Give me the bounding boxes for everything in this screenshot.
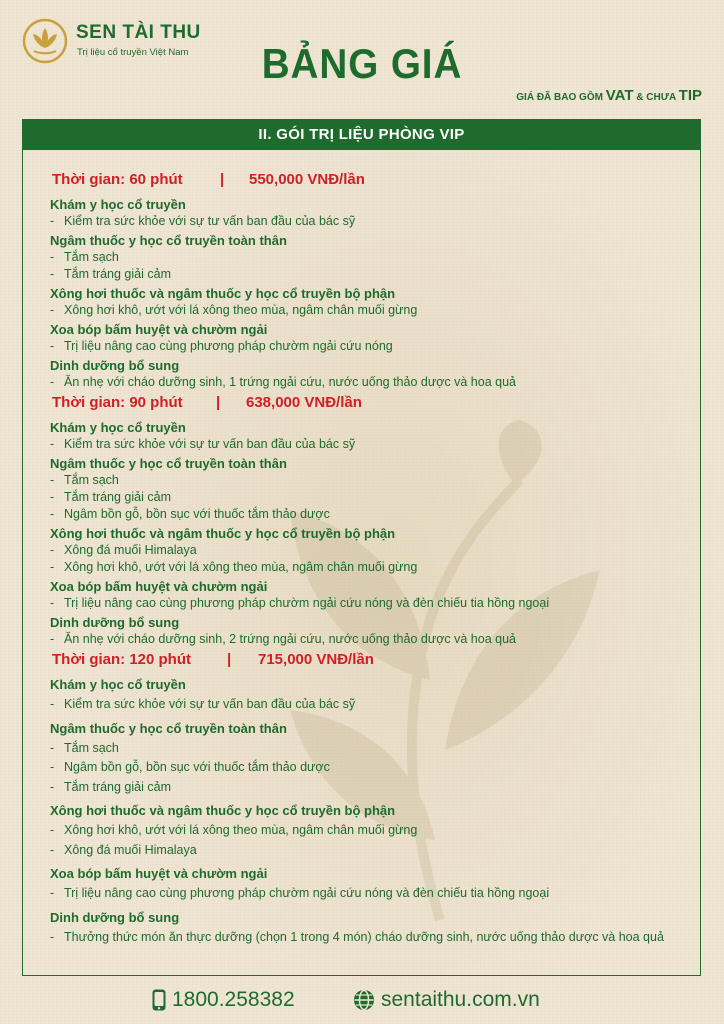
service-item: - Tắm sạch	[50, 739, 690, 759]
package-time: Thời gian: 90 phút	[52, 394, 183, 411]
package-price-line	[50, 394, 690, 414]
service-section	[50, 719, 690, 798]
section-header: II. GÓI TRỊ LIỆU PHÒNG VIP	[22, 119, 701, 150]
service-title: Xông hơi thuốc và ngâm thuốc y học cổ truyền bộ phận	[50, 286, 396, 301]
service-item: - Ngâm bồn gỗ, bồn sục với thuốc tắm thảo dược	[50, 758, 690, 778]
service-title: Dinh dưỡng bổ sung	[50, 358, 180, 373]
service-title: Ngâm thuốc y học cổ truyền toàn thân	[50, 720, 287, 736]
website-link[interactable]	[353, 988, 540, 1012]
phone-icon	[152, 989, 166, 1011]
service-section	[50, 455, 690, 523]
service-section	[50, 525, 690, 576]
service-section	[50, 196, 690, 230]
package-price: 715,000 VNĐ/lần	[258, 651, 374, 668]
service-title: Khám y học cổ truyền	[50, 197, 186, 212]
package-price: 638,000 VNĐ/lần	[246, 394, 362, 411]
service-title: Ngâm thuốc y học cổ truyền toàn thân	[50, 456, 287, 471]
price-separator: |	[220, 171, 225, 188]
service-item: - Xông hơi khô, ướt với lá xông theo mùa, ngâm chân muối gừng	[50, 302, 690, 319]
package-price-line	[50, 651, 690, 671]
service-item: - Kiểm tra sức khỏe với sự tư vấn ban đầu của bác sỹ	[50, 695, 690, 715]
service-section	[50, 285, 690, 319]
globe-icon	[353, 989, 375, 1011]
package-price: 550,000 VNĐ/lần	[249, 171, 365, 188]
service-item: - Ăn nhẹ với cháo dưỡng sinh, 2 trứng ngải cứu, nước uống thảo dược và hoa quả	[50, 631, 690, 648]
page-title: BẢNG GIÁ	[261, 40, 463, 87]
service-item: - Trị liệu nâng cao cùng phương pháp chườm ngải cứu nóng và đèn chiếu tia hồng ngoại	[50, 884, 690, 904]
package-120	[50, 651, 690, 947]
price-separator: |	[227, 651, 232, 668]
website-url: sentaithu.com.vn	[381, 988, 540, 1011]
service-section	[50, 357, 690, 391]
service-section	[50, 908, 690, 948]
service-item: - Kiểm tra sức khỏe với sự tư vấn ban đầu của bác sỹ	[50, 213, 690, 230]
service-item: - Tắm tráng giải cảm	[50, 778, 690, 798]
service-title: Xoa bóp bấm huyệt và chườm ngải	[50, 866, 268, 881]
service-section	[50, 321, 690, 355]
service-section	[50, 232, 690, 283]
service-item: - Trị liệu nâng cao cùng phương pháp chườm ngải cứu nóng và đèn chiếu tia hồng ngoại	[50, 595, 690, 612]
service-section	[50, 801, 690, 860]
service-section	[50, 675, 690, 715]
service-title: Dinh dưỡng bổ sung	[50, 615, 180, 630]
service-section	[50, 419, 690, 453]
service-item: - Kiểm tra sức khỏe với sự tư vấn ban đầu của bác sỹ	[50, 436, 690, 453]
service-title: Khám y học cổ truyền	[50, 677, 186, 692]
hotline-link[interactable]	[152, 988, 295, 1012]
service-item: - Ngâm bồn gỗ, bồn sục với thuốc tắm thảo dược	[50, 506, 690, 523]
service-title: Xoa bóp bấm huyệt và chườm ngải	[50, 322, 268, 337]
service-item: - Trị liệu nâng cao cùng phương pháp chườm ngải cứu nóng	[50, 338, 690, 355]
price-separator: |	[216, 394, 221, 411]
service-section	[50, 614, 690, 648]
service-section	[50, 578, 690, 612]
package-time: Thời gian: 60 phút	[52, 171, 183, 188]
service-item: - Tắm sạch	[50, 472, 690, 489]
service-item: - Xông hơi khô, ướt với lá xông theo mùa, ngâm chân muối gừng	[50, 821, 690, 841]
package-60	[50, 171, 690, 391]
brand-tagline: Trị liệu cổ truyền Việt Nam	[77, 47, 189, 58]
service-title: Khám y học cổ truyền	[50, 420, 186, 435]
package-time: Thời gian: 120 phút	[52, 651, 191, 668]
service-section	[50, 864, 690, 904]
service-title: Xoa bóp bấm huyệt và chườm ngải	[50, 579, 268, 594]
service-item: - Xông đá muối Himalaya	[50, 542, 690, 559]
service-item: - Tắm tráng giải cảm	[50, 266, 690, 283]
hotline-number: 1800.258382	[172, 988, 295, 1011]
service-item: - Tắm tráng giải cảm	[50, 489, 690, 506]
service-item: - Thưởng thức món ăn thực dưỡng (chọn 1 trong 4 món) cháo dưỡng sinh, nước uống thảo dược và hoa quả	[50, 928, 690, 948]
service-title: Ngâm thuốc y học cổ truyền toàn thân	[50, 233, 287, 248]
package-90	[50, 394, 690, 648]
service-item: - Tắm sạch	[50, 249, 690, 266]
service-title: Xông hơi thuốc và ngâm thuốc y học cổ truyền bộ phận	[50, 526, 396, 541]
service-item: - Xông đá muối Himalaya	[50, 841, 690, 861]
service-item: - Ăn nhẹ với cháo dưỡng sinh, 1 trứng ngải cứu, nước uống thảo dược và hoa quả	[50, 374, 690, 391]
price-note: GIÁ ĐÃ BAO GỒM VAT & CHƯA TIP	[516, 87, 702, 104]
brand-name: SEN TÀI THU	[76, 22, 201, 43]
service-title: Xông hơi thuốc và ngâm thuốc y học cổ truyền bộ phận	[50, 803, 396, 818]
contact-footer	[0, 988, 724, 1014]
service-item: - Xông hơi khô, ướt với lá xông theo mùa, ngâm chân muối gừng	[50, 559, 690, 576]
package-price-line	[50, 171, 690, 191]
service-title: Dinh dưỡng bổ sung	[50, 909, 180, 925]
packages-list	[50, 171, 690, 950]
